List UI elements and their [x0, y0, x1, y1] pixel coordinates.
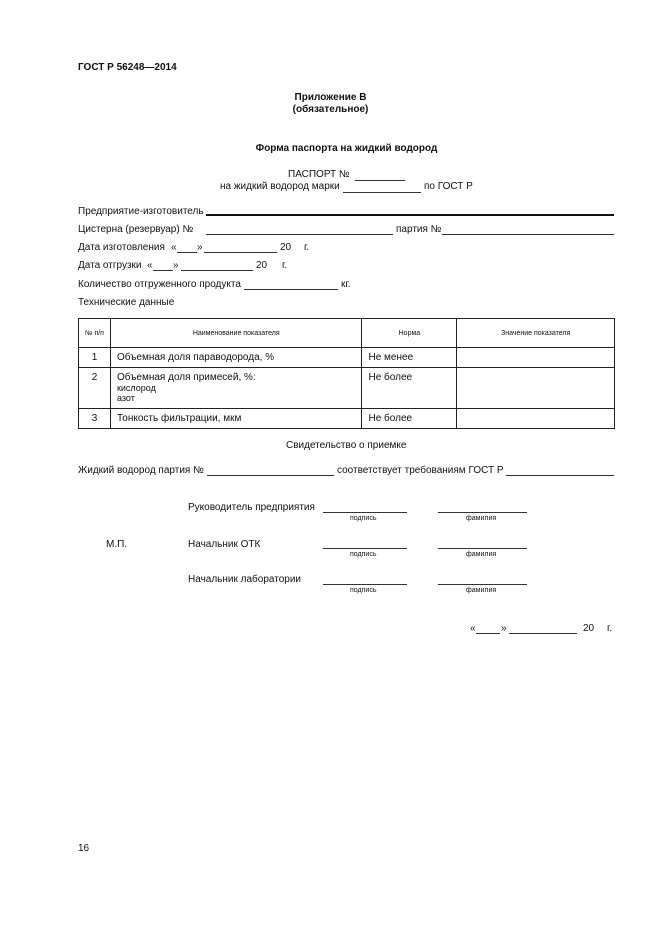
- date-quote-close: »: [501, 623, 507, 634]
- row-norm: [362, 409, 457, 429]
- header-norm: Норма: [362, 319, 457, 348]
- tech-data-label: Технические данные: [78, 297, 175, 308]
- manufacture-year-prefix: 20: [280, 242, 292, 253]
- passport-label: ПАСПОРТ №: [288, 169, 350, 180]
- ship-month-line: [181, 270, 253, 271]
- row-number: [79, 409, 111, 429]
- acceptance-gost-line: [506, 475, 614, 476]
- row-number-text: 1: [91, 352, 98, 363]
- row-norm: [362, 368, 457, 409]
- row-norm-text: Не более: [368, 372, 413, 383]
- grade-line: [343, 192, 421, 193]
- row-value: [457, 409, 615, 429]
- signature-caption: подпись: [350, 551, 377, 558]
- passport-grade-label: на жидкий водород марки: [220, 181, 340, 192]
- row-name: [110, 348, 362, 368]
- header-number: [79, 319, 111, 348]
- row-number-text: 3: [91, 413, 98, 424]
- row-name-text: Тонкость фильтрации, мкм: [116, 413, 242, 424]
- header-name: Наименование показателя: [110, 319, 362, 348]
- ship-year-suffix: г.: [282, 260, 288, 271]
- quantity-label: Количество отгруженного продукта: [78, 279, 241, 290]
- row-name-text: Объемная доля примесей, %:: [116, 372, 256, 383]
- surname-caption: фамилия: [466, 515, 497, 522]
- surname-line-lab: [438, 584, 527, 585]
- stamp-label: М.П.: [106, 539, 128, 550]
- manufacture-date-quote-close: »: [197, 242, 203, 253]
- batch-label: партия №: [396, 224, 442, 235]
- surname-line-otk: [438, 548, 527, 549]
- row-name: [110, 368, 362, 409]
- quantity-line: [244, 289, 338, 290]
- manufacture-date-label: Дата изготовления: [78, 242, 165, 253]
- table-row: [79, 348, 615, 368]
- role-otk: Начальник ОТК: [188, 539, 261, 550]
- row-number-text: 2: [91, 372, 98, 383]
- date-day-line: [476, 633, 500, 634]
- document-code: ГОСТ Р 56248—2014: [78, 62, 177, 73]
- manufacture-month-line: [204, 252, 277, 253]
- signature-caption: подпись: [350, 515, 377, 522]
- surname-line-director: [438, 512, 527, 513]
- date-month-line: [509, 633, 577, 634]
- row-value: [457, 368, 615, 409]
- row-norm: [362, 348, 457, 368]
- role-director: Руководитель предприятия: [188, 502, 315, 513]
- acceptance-batch-label: Жидкий водород партия №: [78, 465, 204, 476]
- manufacture-date-quote-open: «: [171, 242, 177, 253]
- passport-gost-label: по ГОСТ Р: [424, 181, 473, 192]
- date-year-suffix: г.: [607, 623, 613, 634]
- role-lab: Начальник лаборатории: [188, 574, 301, 585]
- ship-date-quote-open: «: [147, 260, 153, 271]
- signature-line-otk: [323, 548, 407, 549]
- row-number: [79, 368, 111, 409]
- manufacture-day-line: [177, 252, 197, 253]
- tank-line: [206, 234, 393, 235]
- row-norm-text: Не менее: [368, 352, 414, 363]
- table-row: [79, 409, 615, 429]
- row-sub-oxygen: кислород: [116, 383, 156, 393]
- acceptance-compliance-label: соответствует требованиям ГОСТ Р: [337, 465, 504, 476]
- signature-line-director: [323, 512, 407, 513]
- batch-line: [442, 234, 614, 235]
- date-year-prefix: 20: [583, 623, 595, 634]
- surname-caption: фамилия: [466, 551, 497, 558]
- table-row: [79, 368, 615, 409]
- row-name: [110, 409, 362, 429]
- appendix-title: Приложение В: [294, 92, 367, 103]
- page-number: 16: [78, 843, 90, 854]
- manufacturer-line: [206, 214, 614, 216]
- form-title: Форма паспорта на жидкий водород: [255, 143, 438, 154]
- row-value: [457, 348, 615, 368]
- manufacturer-label: Предприятие-изготовитель: [78, 206, 204, 217]
- row-norm-text: Не более: [368, 413, 413, 424]
- row-number: [79, 348, 111, 368]
- appendix-subtitle: (обязательное): [292, 104, 369, 115]
- header-number-text: № п/п: [84, 329, 104, 337]
- date-quote-open: «: [470, 623, 476, 634]
- header-value: Значение показателя: [457, 319, 615, 348]
- signature-caption: подпись: [350, 587, 377, 594]
- surname-caption: фамилия: [466, 587, 497, 594]
- ship-year-prefix: 20: [256, 260, 268, 271]
- tank-label: Цистерна (резервуар) №: [78, 224, 194, 235]
- acceptance-title: Свидетельство о приемке: [286, 440, 407, 451]
- manufacture-year-suffix: г.: [304, 242, 310, 253]
- table-header-row: [79, 319, 615, 348]
- parameters-table: [78, 318, 615, 429]
- passport-number-line: [355, 180, 405, 181]
- row-name-text: Объемная доля параводорода, %: [116, 352, 275, 363]
- ship-date-quote-close: »: [173, 260, 179, 271]
- signature-line-lab: [323, 584, 407, 585]
- acceptance-batch-line: [207, 475, 334, 476]
- ship-day-line: [153, 270, 173, 271]
- quantity-unit: кг.: [341, 279, 351, 290]
- row-sub-nitrogen: азот: [116, 393, 135, 403]
- ship-date-label: Дата отгрузки: [78, 260, 142, 271]
